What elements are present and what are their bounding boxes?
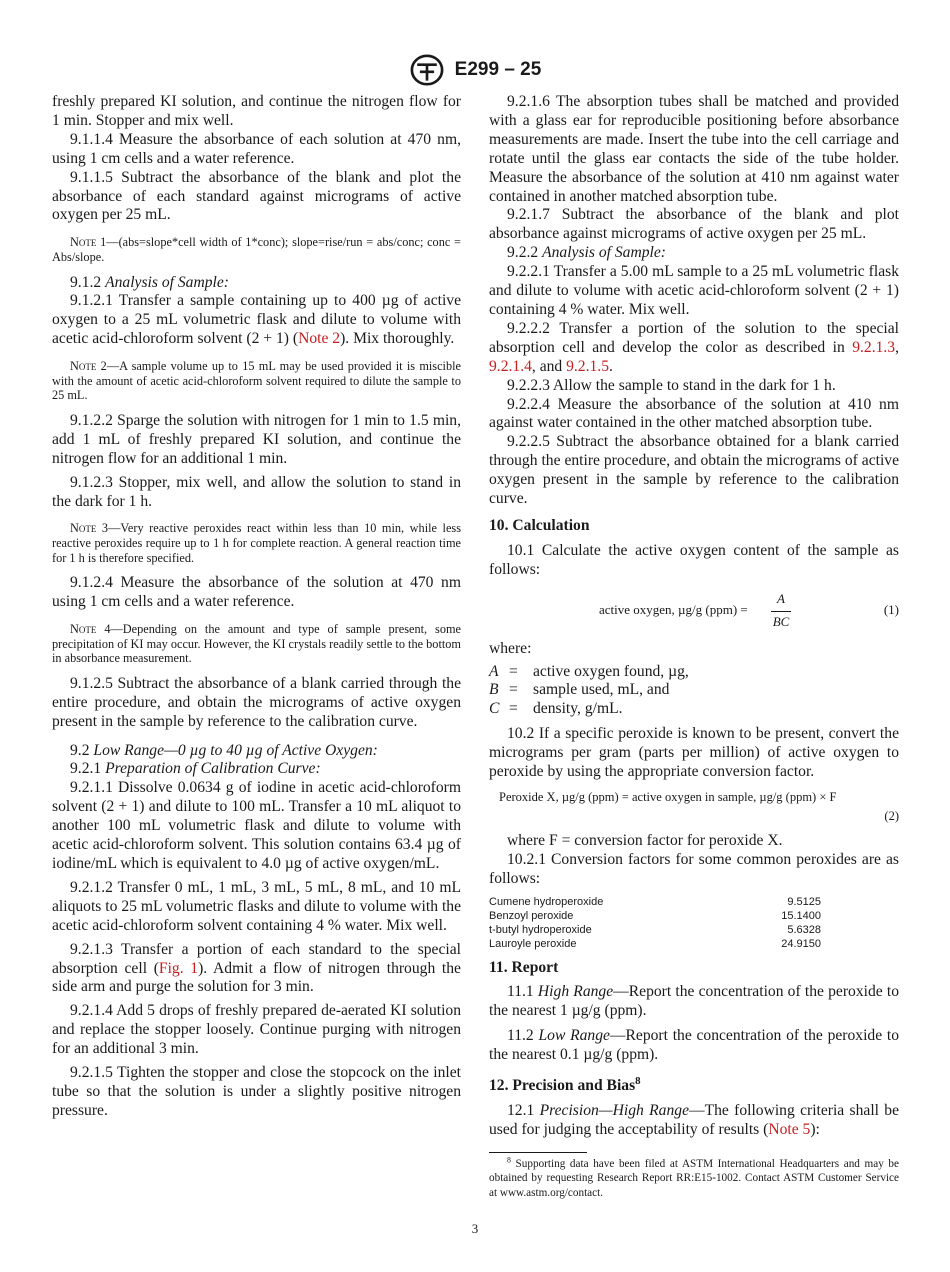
fig-1-link[interactable]: Fig. 1 bbox=[158, 959, 199, 977]
equation-number: (2) bbox=[884, 808, 899, 823]
heading-text: 12. Precision and Bias bbox=[489, 1077, 636, 1095]
note-4 bbox=[52, 622, 461, 666]
paragraph: freshly prepared KI solution, and continue the nitrogen flow for 1 min. Stopper and mix well. bbox=[52, 93, 461, 129]
note-label: Note 3 bbox=[70, 521, 109, 536]
paragraph-10-2: 10.2 If a specific peroxide is known to be present, convert the micrograms per gram (parts per million) of active oxygen to peroxide by using the appropriate conversion factor. bbox=[489, 725, 899, 781]
table-row bbox=[489, 937, 821, 951]
ref-9-2-1-4-link[interactable]: 9.2.1.4 bbox=[489, 357, 532, 375]
section-number: 9.1.2 bbox=[70, 273, 102, 291]
paragraph-9-2-2-5: 9.2.2.5 Subtract the absorbance obtained for a blank carried through the entire procedure, and obtain the micrograms of active oxygen present in the sample by reference to the calibration curve. bbox=[489, 433, 899, 508]
section-number: 9.2.2 bbox=[507, 244, 539, 262]
section-number: 9.2 bbox=[70, 741, 90, 759]
paragraph-9-2-1-6: 9.2.1.6 The absorption tubes shall be matched and provided with a glass ear for reproducible positioning before absorbance measurements are made. Insert the tube into the cell carriage and rotate until the glass ear contacts the side of the tube holder. Measure the absorbance of the solution at 410 nm against water contained in another matched absorption tube. bbox=[489, 93, 899, 205]
paragraph-9-2-1-7: 9.2.1.7 Subtract the absorbance of the blank and plot absorbance against micrograms of active oxygen per 25 mL. bbox=[489, 206, 899, 243]
paragraph-9-1-2-1 bbox=[52, 292, 461, 349]
paragraph-9-2-1-2: 9.2.1.2 Transfer 0 mL, 1 mL, 3 mL, 5 mL, 8 mL, and 10 mL aliquots to 25 mL volumetric flasks and dilute to volume with the acetic acid-chloroform solvent containing 4 % water. Mix well. bbox=[52, 878, 461, 934]
paragraph-9-1-2-2: 9.1.2.2 Sparge the solution with nitrogen for 1 min to 1.5 min, add 1 mL of freshly prepared KI solution, and continue the nitrogen flow for an additional 1 min. bbox=[52, 411, 461, 467]
numerator: A bbox=[771, 590, 791, 612]
where-label: where: bbox=[489, 639, 532, 657]
section-number: 11.1 bbox=[507, 983, 534, 1001]
section-title: Analysis of Sample: bbox=[542, 244, 666, 262]
equals: = bbox=[509, 662, 518, 680]
section-number: 9.2.1 bbox=[70, 760, 102, 778]
note-text: —(abs=slope*cell width of 1*conc); slope=rise/run = abs/conc; conc = Abs/slope. bbox=[52, 235, 461, 264]
document-designation: E299 – 25 bbox=[454, 59, 542, 80]
paragraph-11-2 bbox=[489, 1027, 899, 1065]
note-text: —Depending on the amount and type of sample present, some precipitation of KI may occur. However, the KI crystals readily settle to the bottom in absorbance measurement. bbox=[52, 622, 461, 666]
equation-number: (1) bbox=[883, 601, 899, 617]
definition: density, g/mL. bbox=[533, 700, 623, 718]
section-title: Analysis of Sample: bbox=[105, 273, 229, 291]
peroxide-name: Lauroyle peroxide bbox=[489, 937, 577, 950]
section-title: Low Range—0 µg to 40 µg of Active Oxygen: bbox=[93, 741, 378, 759]
paragraph-9-2-2-3: 9.2.2.3 Allow the sample to stand in the dark for 1 h. bbox=[507, 376, 836, 394]
paragraph-9-2-1-4: 9.2.1.4 Add 5 drops of freshly prepared de-aerated KI solution and replace the stopper loosely. Continue purging with nitrogen for an additional 3 min. bbox=[52, 1002, 461, 1058]
italic-term: Precision—High Range bbox=[539, 1101, 689, 1119]
equation-text: Peroxide X, µg/g (ppm) = active oxygen in sample, µg/g (ppm) × F bbox=[499, 790, 837, 804]
text: ). Mix thoroughly. bbox=[340, 330, 455, 348]
note-text: —Very reactive peroxides react within less than 10 min, while less reactive peroxides require up to 1 h for complete reaction. A general reaction time for 1 h is therefore specified. bbox=[52, 521, 461, 565]
paragraph-9-1-1-5: 9.1.1.5 Subtract the absorbance of the blank and plot the absorbance of each standard against micrograms of active oxygen per 25 mL. bbox=[52, 168, 461, 224]
italic-term: High Range bbox=[537, 983, 614, 1001]
section-9-1-2 bbox=[52, 274, 461, 293]
definition: sample used, mL, and bbox=[533, 681, 670, 699]
footnote-text: Supporting data have been filed at ASTM International Headquarters and may be obtained by requesting Research Report RR:E15-1002. Contact ASTM Customer Service at www.astm.org/contact. bbox=[489, 1157, 899, 1199]
factor-value: 9.5125 bbox=[787, 895, 821, 908]
equation-fraction bbox=[771, 590, 791, 632]
footnote-divider bbox=[489, 1152, 587, 1153]
equation-2 bbox=[489, 788, 899, 826]
equation-1 bbox=[489, 590, 899, 630]
table-row bbox=[489, 909, 821, 923]
section-number: 12.1 bbox=[507, 1101, 535, 1119]
paragraph-9-2-1-3 bbox=[52, 941, 461, 998]
peroxide-name: Benzoyl peroxide bbox=[489, 909, 574, 922]
conversion-factor-table bbox=[489, 895, 821, 951]
footnote-number: 8 bbox=[507, 1155, 511, 1165]
paragraph-9-1-1-4: 9.1.1.4 Measure the absorbance of each solution at 470 nm, using 1 cm cells and a water reference. bbox=[52, 130, 461, 167]
note-2-link[interactable]: Note 2 bbox=[298, 330, 341, 348]
left-column bbox=[52, 93, 461, 1121]
factor-value: 5.6328 bbox=[787, 923, 821, 936]
paragraph-9-2-2-4: 9.2.2.4 Measure the absorbance of the solution at 410 nm against water contained in the other matched absorption tube. bbox=[489, 395, 899, 432]
paragraph-9-2-2-1: 9.2.2.1 Transfer a 5.00 mL sample to a 25 mL volumetric flask and dilute to volume with acetic acid-chloroform solvent (2 + 1) containing 4 % water. Mix well. bbox=[489, 263, 899, 318]
variable: B bbox=[489, 681, 499, 699]
section-title: Preparation of Calibration Curve: bbox=[105, 760, 321, 778]
factor-value: 15.1400 bbox=[781, 909, 821, 922]
text: , bbox=[895, 338, 899, 356]
text: —Report the concentration of the peroxide to the nearest 1 µg/g (ppm). bbox=[489, 983, 899, 1020]
where-f: where F = conversion factor for peroxide X. bbox=[507, 831, 783, 849]
ref-9-2-1-3-link[interactable]: 9.2.1.3 bbox=[852, 338, 896, 356]
paragraph-9-1-2-3: 9.1.2.3 Stopper, mix well, and allow the solution to stand in the dark for 1 h. bbox=[52, 473, 461, 510]
note-5-link[interactable]: Note 5 bbox=[768, 1120, 811, 1138]
heading-calculation: 10. Calculation bbox=[489, 516, 590, 534]
heading-precision-bias bbox=[489, 1074, 899, 1096]
text: —Report the concentration of the peroxide to the nearest 0.1 µg/g (ppm). bbox=[489, 1027, 900, 1064]
footnote-8 bbox=[489, 1157, 899, 1201]
variable: C bbox=[489, 700, 500, 718]
paragraph-9-1-2-5: 9.1.2.5 Subtract the absorbance of a blank carried through the entire procedure, and obtain the micrograms of active oxygen present in the sample by reference to the calibration curve. bbox=[52, 674, 461, 730]
page-header bbox=[0, 54, 950, 86]
definition-row bbox=[489, 663, 899, 682]
text: ): bbox=[810, 1120, 820, 1138]
paragraph-12-1 bbox=[489, 1102, 899, 1140]
note-2 bbox=[52, 359, 461, 403]
denominator: BC bbox=[772, 613, 790, 629]
variable: A bbox=[489, 662, 499, 680]
factor-value: 24.9150 bbox=[781, 937, 821, 950]
equation-lhs: active oxygen, µg/g (ppm) = bbox=[599, 601, 748, 617]
section-number: 11.2 bbox=[507, 1027, 534, 1045]
paragraph-10-2-1: 10.2.1 Conversion factors for some common peroxides are as follows: bbox=[489, 850, 899, 887]
ref-9-2-1-5-link[interactable]: 9.2.1.5 bbox=[566, 357, 609, 375]
text: 9.2.2.2 Transfer a portion of the solution to the special absorption cell and develop the color as described in bbox=[489, 319, 899, 356]
paragraph-11-1 bbox=[489, 983, 899, 1021]
paragraph-9-1-2-4: 9.1.2.4 Measure the absorbance of the solution at 470 nm using 1 cm cells and a water reference. bbox=[52, 574, 461, 611]
variable-definitions bbox=[489, 663, 899, 720]
note-label: Note 4 bbox=[70, 622, 111, 637]
note-label: Note 1 bbox=[70, 235, 107, 250]
paragraph-9-2-2-2 bbox=[489, 320, 899, 377]
paragraph-9-2-1-5: 9.2.1.5 Tighten the stopper and close the stopcock on the inlet tube so that the solution is under a slightly positive nitrogen pressure. bbox=[52, 1064, 461, 1119]
paragraph-9-2-1-1: 9.2.1.1 Dissolve 0.0634 g of iodine in acetic acid-chloroform solvent (2 + 1) and dilute to 100 mL. Transfer a 10 mL aliquot to another 100 mL volumetric flask and dilute to volume with acetic acid-chloroform solvent. This solution contains 63.4 µg of iodine/mL which is equivalent to 4.0 µg of active oxygen/mL. bbox=[52, 779, 461, 872]
paragraph-10-1: 10.1 Calculate the active oxygen content of the sample as follows: bbox=[489, 541, 899, 578]
section-9-2 bbox=[52, 742, 461, 761]
peroxide-name: Cumene hydroperoxide bbox=[489, 895, 604, 908]
equals: = bbox=[509, 681, 518, 699]
section-9-2-2 bbox=[489, 244, 899, 263]
table-row bbox=[489, 923, 821, 937]
note-3 bbox=[52, 521, 461, 565]
text: 9.1.2.1 Transfer a sample containing up to 400 µg of active oxygen to a 25 mL volumetric flask and dilute to volume with acetic acid-chloroform solvent (2 + 1) ( bbox=[52, 292, 461, 348]
definition: active oxygen found, µg, bbox=[533, 662, 689, 680]
definition-row bbox=[489, 681, 899, 700]
astm-logo-icon bbox=[409, 54, 445, 86]
definition-row bbox=[489, 700, 899, 719]
table-row bbox=[489, 895, 821, 909]
note-label: Note 2 bbox=[70, 359, 107, 374]
text: . bbox=[609, 357, 613, 375]
text: ). Admit a flow of nitrogen through the side arm and purge the solution for 3 min. bbox=[52, 959, 461, 996]
note-text: —A sample volume up to 15 mL may be used provided it is miscible with the amount of acetic acid-chloroform solvent required to dilute the sample to 25 mL. bbox=[52, 359, 461, 403]
right-column bbox=[489, 93, 899, 1200]
peroxide-name: t-butyl hydroperoxide bbox=[489, 923, 592, 936]
heading-report: 11. Report bbox=[489, 958, 559, 976]
footnote-marker[interactable]: 8 bbox=[635, 1074, 641, 1087]
text: , and bbox=[531, 357, 567, 375]
section-9-2-1 bbox=[52, 760, 461, 779]
page-number: 3 bbox=[471, 1221, 479, 1236]
italic-term: Low Range bbox=[538, 1027, 610, 1045]
equals: = bbox=[509, 700, 518, 718]
text: 9.2.1.3 Transfer a portion of each standard to the special absorption cell ( bbox=[52, 940, 461, 977]
text: —The following criteria shall be used for judging the acceptability of results ( bbox=[489, 1101, 900, 1138]
note-1 bbox=[52, 235, 461, 264]
